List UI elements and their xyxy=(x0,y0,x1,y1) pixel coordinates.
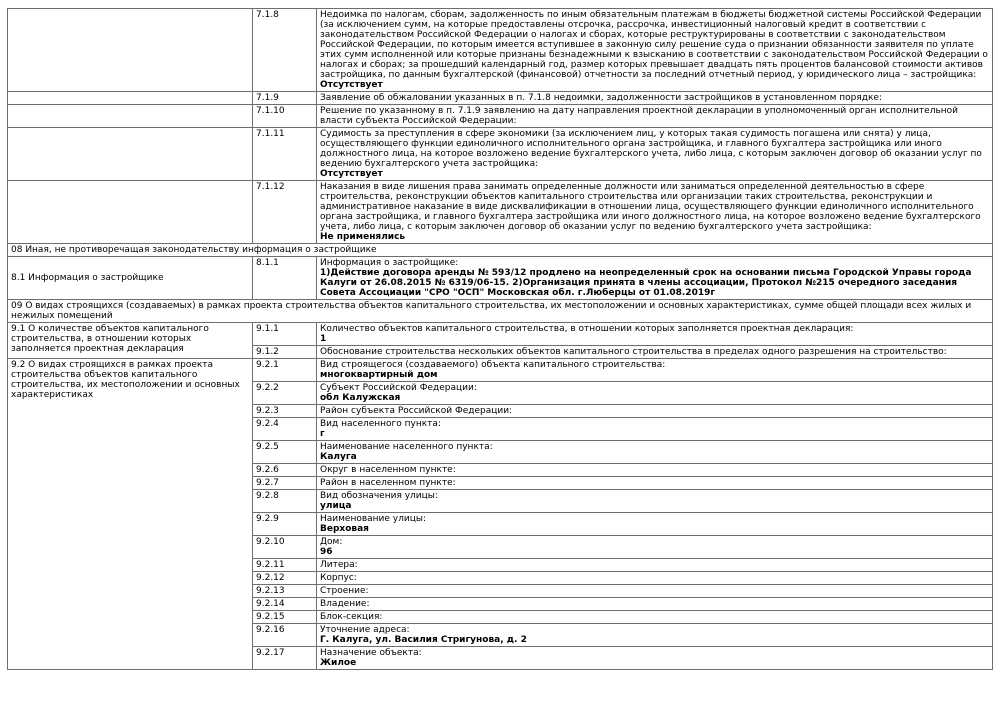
row-number: 9.2.4 xyxy=(253,418,317,441)
row-content xyxy=(317,490,993,513)
row-number: 9.1.1 xyxy=(253,323,317,346)
row-content xyxy=(317,464,993,477)
row-content xyxy=(317,105,993,128)
row-group-label xyxy=(8,128,253,181)
field-value: Отсутствует xyxy=(320,169,383,179)
field-label: Владение: xyxy=(320,599,370,609)
field-label: Назначение объекта: xyxy=(320,648,422,658)
row-content xyxy=(317,405,993,418)
row-number: 7.1.12 xyxy=(253,181,317,244)
row-content xyxy=(317,418,993,441)
field-value: улица xyxy=(320,501,352,511)
row-number: 9.2.8 xyxy=(253,490,317,513)
field-value: Г. Калуга, ул. Василия Стригунова, д. 2 xyxy=(320,635,527,645)
row-content xyxy=(317,257,993,300)
row-content xyxy=(317,9,993,92)
row-number: 9.2.14 xyxy=(253,598,317,611)
row-content xyxy=(317,323,993,346)
row-group-label xyxy=(8,181,253,244)
field-label: Уточнение адреса: xyxy=(320,625,410,635)
field-value: Жилое xyxy=(320,658,357,668)
table-row xyxy=(8,9,993,92)
table-row xyxy=(8,323,993,346)
field-label: Блок-секция: xyxy=(320,612,383,622)
row-group-label: 9.2 О видах строящихся в рамках проекта строительства объектов капитального строительства, их местоположении и основных характеристиках xyxy=(8,359,253,670)
field-value: Верховая xyxy=(320,524,369,534)
row-number: 9.2.7 xyxy=(253,477,317,490)
field-value: Отсутствует xyxy=(320,80,383,90)
field-value: многоквартирный дом xyxy=(320,370,438,380)
row-content xyxy=(317,559,993,572)
row-content xyxy=(317,181,993,244)
field-label: Дом: xyxy=(320,537,343,547)
row-content xyxy=(317,647,993,670)
row-group-label xyxy=(8,92,253,105)
field-label: Субъект Российской Федерации: xyxy=(320,383,477,393)
table-row xyxy=(8,244,993,257)
field-label: Количество объектов капитального строительства, в отношении которых заполняется проектная декларация: xyxy=(320,324,854,334)
row-group-label xyxy=(8,105,253,128)
row-number: 9.2.13 xyxy=(253,585,317,598)
row-number: 9.2.9 xyxy=(253,513,317,536)
row-content xyxy=(317,346,993,359)
row-number: 9.2.2 xyxy=(253,382,317,405)
field-label: Строение: xyxy=(320,586,369,596)
row-number: 7.1.9 xyxy=(253,92,317,105)
field-label: Обоснование строительства нескольких объектов капитального строительства в пределах одного разрешения на строительство: xyxy=(320,347,947,357)
row-content xyxy=(317,477,993,490)
section-header: 09 О видах строящихся (создаваемых) в рамках проекта строительства объектов капитального строительства, их местоположении и основных характеристиках, сумме общей площади всех жилых и нежилых помещений xyxy=(8,300,993,323)
table-row xyxy=(8,359,993,382)
section-header: 08 Иная, не противоречащая законодательству информация о застройщике xyxy=(8,244,993,257)
field-label: Округ в населенном пункте: xyxy=(320,465,456,475)
field-label: Недоимка по налогам, сборам, задолженность по иным обязательным платежам в бюджеты бюджетной системы Российской Федерации (за исключением сумм, на которые предоставлены отсрочка, рассрочка, инвестиционный налоговый кредит в соответствии с законодательством Российской Федерации о налогах и сборах, которые реструктурированы в соответствии с законодательством Российской Федерации, по которым имеется вступившее в законную силу решение суда о признании обязанности заявителя по уплате этих сумм исполненной или которые признаны безнадежными к взысканию в соответствии с законодательством Российской Федерации о налогах и сборах; за прошедший календарный год, размер которых превышает двадцать пять процентов балансовой стоимости активов застройщика, по данным бухгалтерской (финансовой) отчетности за последний отчетный период, у юридического лица – застройщика: xyxy=(320,10,988,80)
table-row xyxy=(8,128,993,181)
row-number: 7.1.8 xyxy=(253,9,317,92)
table-row xyxy=(8,181,993,244)
row-number: 9.2.3 xyxy=(253,405,317,418)
field-label: Решение по указанному в п. 7.1.9 заявлению на дату направления проектной декларации в уполномоченный орган исполнительной власти субъекта Российской Федерации: xyxy=(320,106,959,126)
row-content xyxy=(317,441,993,464)
row-content xyxy=(317,359,993,382)
field-label: Район в населенном пункте: xyxy=(320,478,456,488)
table-row xyxy=(8,105,993,128)
row-number: 7.1.11 xyxy=(253,128,317,181)
row-content xyxy=(317,128,993,181)
row-content xyxy=(317,598,993,611)
row-content xyxy=(317,624,993,647)
row-content xyxy=(317,611,993,624)
row-content xyxy=(317,536,993,559)
row-number: 9.2.10 xyxy=(253,536,317,559)
declaration-table xyxy=(7,8,993,670)
row-content xyxy=(317,513,993,536)
field-label: Наказания в виде лишения права занимать определенные должности или заниматься определенной деятельностью в сфере строительства, реконструкции объектов капитального строительства или организации таких строительства, реконструкции и административное наказание в виде дисквалификации в отношении лица, осуществляющего функции единоличного исполнительного органа застройщика, и главного бухгалтера застройщика или иного должностного лица, на которое возложено ведение бухгалтерского учета, либо лица, с которым заключен договор об оказании услуг по ведению бухгалтерского учета застройщика: xyxy=(320,182,981,232)
row-number: 7.1.10 xyxy=(253,105,317,128)
row-number: 8.1.1 xyxy=(253,257,317,300)
row-number: 9.2.12 xyxy=(253,572,317,585)
row-number: 9.2.17 xyxy=(253,647,317,670)
field-label: Корпус: xyxy=(320,573,357,583)
field-value: Калуга xyxy=(320,452,357,462)
row-number: 9.1.2 xyxy=(253,346,317,359)
row-number: 9.2.6 xyxy=(253,464,317,477)
row-group-label: 8.1 Информация о застройщике xyxy=(8,257,253,300)
field-label: Заявление об обжаловании указанных в п. 7.1.8 недоимки, задолженности застройщиков в установленном порядке: xyxy=(320,93,882,103)
row-content xyxy=(317,92,993,105)
row-number: 9.2.11 xyxy=(253,559,317,572)
table-row xyxy=(8,300,993,323)
field-label: Наименование населенного пункта: xyxy=(320,442,493,452)
field-value: 1 xyxy=(320,334,327,344)
row-number: 9.2.16 xyxy=(253,624,317,647)
row-content xyxy=(317,382,993,405)
field-label: Судимость за преступления в сфере экономики (за исключением лиц, у которых такая судимость погашена или снята) у лица, осуществляющего функции единоличного исполнительного органа застройщика, и главного бухгалтера застройщика или иного должностного лица, на которое возложено ведение бухгалтерского учета, либо лица, с которым заключен договор об оказании услуг по ведению бухгалтерского учета застройщика: xyxy=(320,129,982,169)
field-value: обл Калужская xyxy=(320,393,401,403)
field-label: Литера: xyxy=(320,560,358,570)
field-label: Район субъекта Российской Федерации: xyxy=(320,406,513,416)
field-label: Наименование улицы: xyxy=(320,514,426,524)
field-label: Вид населенного пункта: xyxy=(320,419,441,429)
field-value: 96 xyxy=(320,547,333,557)
table-row xyxy=(8,257,993,300)
field-label: Вид обозначения улицы: xyxy=(320,491,438,501)
table-body xyxy=(8,9,993,670)
row-content xyxy=(317,572,993,585)
row-group-label xyxy=(8,9,253,92)
field-value: 1)Действие договора аренды № 593/12 продлено на неопределенный срок на основании письма Городской Управы города Калуги от 26.08.2015 № 6319/06-15. 2)Организация принята в члены ассоциации, Протокол №215 очередного заседания Совета Ассоциации "СРО "ОСП" Московская обл. г.Люберцы от 01.08.2019г xyxy=(320,268,972,298)
row-number: 9.2.15 xyxy=(253,611,317,624)
row-content xyxy=(317,585,993,598)
table-row xyxy=(8,92,993,105)
field-label: Информация о застройщике: xyxy=(320,258,459,268)
row-group-label: 9.1 О количестве объектов капитального строительства, в отношении которых заполняется проектная декларация xyxy=(8,323,253,359)
row-number: 9.2.5 xyxy=(253,441,317,464)
row-number: 9.2.1 xyxy=(253,359,317,382)
field-value: Не применялись xyxy=(320,232,406,242)
field-label: Вид строящегося (создаваемого) объекта капитального строительства: xyxy=(320,360,666,370)
field-value: г xyxy=(320,429,325,439)
